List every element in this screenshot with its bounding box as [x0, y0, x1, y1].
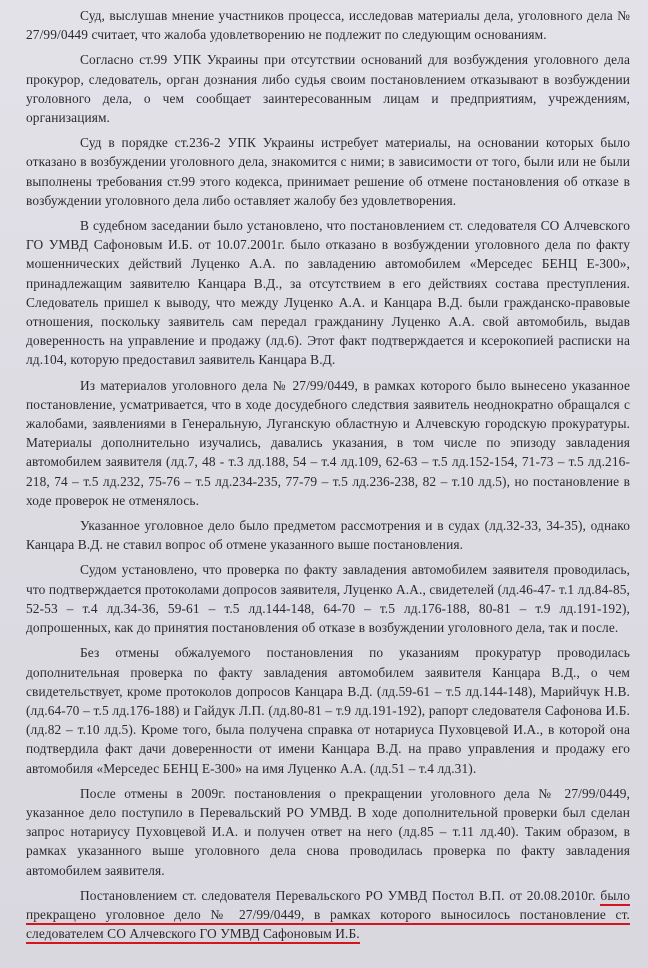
paragraph-1: Суд, выслушав мнение участников процесса, исследовав материалы дела, уголовного дела № 27/99/0449 считает, что жалоба удовлетворению не подлежит по следующим основаниям. — [26, 8, 630, 43]
paragraph-10-lead: Постановлением ст. следователя Перевальского РО УМВД Постол В.П. от 20.08.2010г. — [80, 887, 596, 903]
paragraph-9: После отмены в 2009г. постановления о прекращении уголовного дела № 27/99/0449, указанное дело поступило в Перевальский РО УМВД. В ходе дополнительной проверки был сделан запрос нотариусу Пуховцевой И.А. и получен ответ на него (лд.85 – т.11 лд.40). Таким образом, в рамках указанного выше уголовного дела снова проводилась проверка по факту завладения автомобилем заявителя. — [26, 785, 630, 878]
red-underlined-text: было прекращено уголовное дело № 27/99/0449, в рамках которого выносилось постановление ст. следователем СО Алчевского ГО УМВД Сафоновым И.Б. — [26, 888, 630, 944]
paragraph-10 — [26, 886, 630, 944]
paragraph-5: Из материалов уголовного дела № 27/99/0449, в рамках которого было вынесено указанное постановление, усматривается, что в ходе досудебного следствия заявитель неоднократно обращался с жалобами, заявлениями в Генеральную, Луганскую областную и Алчевскую городскую прокуратуры. Материалы дополнительно изучались, давались указания, в том числе по эпизоду завладения автомобилем заявителя (лд.7, 48 - т.3 лд.188, 54 – т.4 лд.109, 62-63 – т.5 лд.152-154, 71-73 – т.5 лд.216-218, 74 – т.5 лд.232, 75-76 – т.5 лд.234-235, 77-79 – т.5 лд.236-238, 82 – т.10 лд.5), но постановление в ходе проверок не отменялось. — [26, 377, 630, 508]
paragraph-7: Судом установлено, что проверка по факту завладения автомобилем заявителя проводилась, что подтверждается протоколами допросов заявителя, Луценко А.А., свидетелей (лд.46-47- т.1 лд.84-85, 52-53 – т.4 лд.34-36, 59-61 – т.5 лд.144-148, 64-70 – т.5 лд.176-188, 80-81 – т.9 лд.191-192), допрошенных, как до принятия постановления об отказе в возбуждении уголовного дела, так и после. — [26, 562, 630, 636]
paragraph-4: В судебном заседании было установлено, что постановлением ст. следователя СО Алчевского ГО УМВД Сафоновым И.Б. от 10.07.2001г. было отказано в возбуждении уголовного дела по факту мошеннических действий Луценко А.А. по завладению автомобилем «Мерседес БЕНЦ Е-300», принадлежащим заявителю Канцара В.Д., за отсутствием в его действиях состава преступления. Следователь пришел к выводу, что между Луценко А.А. и Канцара В.Д. были гражданско-правовые отношения, поскольку заявитель сам передал гражданину Луценко А.А. свой автомобиль, выдав доверенность на управление и продажу (лд.6). Этот факт подтверждается и ксерокопией расписки на лд.104, которую предоставил заявитель Канцара В.Д. — [26, 218, 630, 368]
paragraph-2: Согласно ст.99 УПК Украины при отсутствии оснований для возбуждения уголовного дела прокурор, следователь, орган дознания либо судья своим постановлением отказывают в возбуждении уголовного дела, о чем сообщает заинтересованным лицам и предприятиям, учреждениям, организациям. — [26, 52, 630, 126]
paragraph-6: Указанное уголовное дело было предметом рассмотрения и в судах (лд.32-33, 34-35), однако Канцара В.Д. не ставил вопрос об отмене указанного выше постановления. — [26, 518, 630, 553]
paragraph-3: Суд в порядке ст.236-2 УПК Украины истребует материалы, на основании которых было отказано в возбуждении уголовного дела, знакомится с ними; в зависимости от того, были или не были выполнены требования ст.99 этого кодекса, принимает решение об отмене постановления об отказе в возбуждении уголовного дела либо оставляет жалобу без удовлетворения. — [26, 135, 630, 208]
paragraph-8: Без отмены обжалуемого постановления по указаниям прокуратур проводилась дополнительная проверка по факту завладения автомобилем заявителя Канцара В.Д., о чем свидетельствует, кроме протоколов допросов Канцара В.Д. (лд.59-61 – т.5 лд.144-148), Марийчук Н.В. (лд.64-70 – т.5 лд.176-188) и Гайдук Л.П. (лд.80-81 – т.9 лд.191-192), рапорт следователя Сафонова И.Б. (лд.82 – т.10 лд.5). Кроме того, была получена справка от нотариуса Пуховцевой И.А., в которой она подтвердила факт дачи доверенности от имени Канцара В.Д. на право управления и продажу его автомобиля «Мерседес БЕНЦ Е-300» на имя Луценко А.А. (лд.51 – т.4 лд.31). — [26, 645, 630, 776]
